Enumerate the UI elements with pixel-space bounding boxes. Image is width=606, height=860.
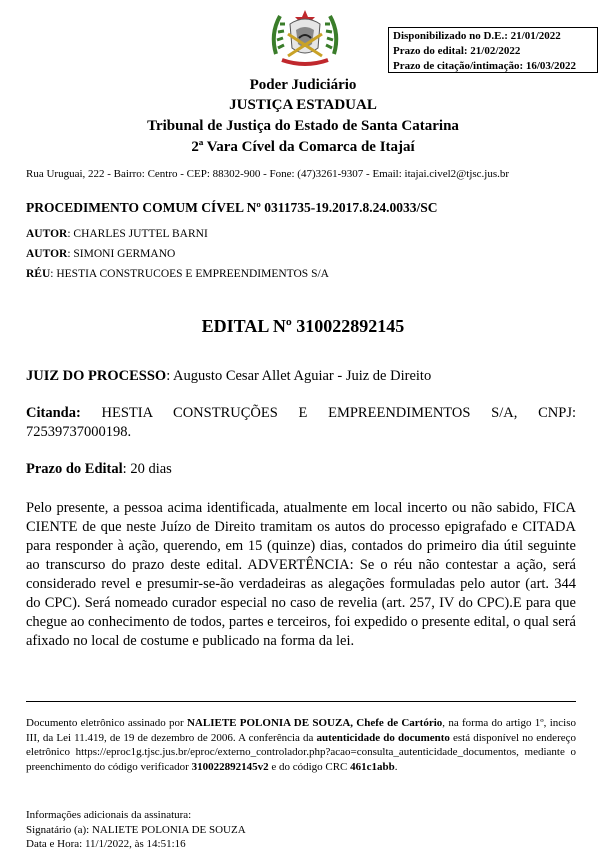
header-line: Tribunal de Justiça do Estado de Santa Catarina (147, 118, 459, 134)
extra-line: Data e Hora: 11/1/2022, às 14:51:16 (26, 838, 186, 850)
sig-text: e do código CRC (268, 760, 351, 773)
signature-block (26, 716, 576, 774)
judge-line (26, 367, 576, 386)
edital-body: Pelo presente, a pessoa acima identificada, atualmente em local incerto ou não sabido, FICA CIENTE de que neste Juízo de Direito tramitam os autos do processo epigrafado e CITADA para responder à ação, querendo, em 15 (quinze) dias, contados do primeiro dia útil seguinte ao transcurso do prazo deste edital. ADVERTÊNCIA: Se o réu não contestar a ação, será considerado revel e presumir-se-ão verdadeiras as alegações formuladas pelo autor (art. 344 do CPC). Será nomeado curador especial no caso de revelia (art. 257, IV do CPC).E para que chegue ao conhecimento de todos, partes e terceiros, foi expedido o presente edital, o qual será afixado no local de costume e publicado na forma da lei. (26, 500, 576, 649)
sig-code: 310022892145v2 (191, 760, 269, 773)
sig-signer: NALIETE POLONIA DE SOUZA, Chefe de Cartório (186, 717, 443, 729)
state-coat-of-arms-icon (266, 4, 344, 68)
citanda-line (26, 404, 576, 442)
sig-crc: 461c1abb (350, 760, 395, 773)
party-line (26, 228, 208, 240)
citanda-label: Citanda: (26, 405, 81, 421)
party-role: AUTOR (26, 248, 68, 260)
header-line: 2ª Vara Cível da Comarca de Itajaí (191, 139, 415, 155)
court-address: Rua Uruguai, 222 - Bairro: Centro - CEP: 88302-900 - Fone: (47)3261-9307 - Email: itajai.civel2@tjsc.jus.br (26, 168, 510, 180)
extra-line: Signatário (a): NALIETE POLONIA DE SOUZA (26, 823, 246, 836)
prazo-value: : 20 dias (122, 461, 172, 477)
sig-text: Documento eletrônico assinado por (26, 717, 187, 729)
judge-value: : Augusto Cesar Allet Aguiar - Juiz de Direito (166, 368, 432, 384)
sig-text: , na forma do artigo 1º, inciso III, da Lei 11.419, de 19 de dezembro de 2006. A conferência da (26, 717, 576, 744)
party-line (26, 248, 175, 260)
party-name: : SIMONI GERMANO (67, 248, 176, 260)
prazo-line (26, 460, 576, 479)
header-line: Poder Judiciário (249, 77, 357, 93)
party-role: RÉU (26, 268, 51, 280)
date-line: Prazo do edital: 21/02/2022 (393, 45, 521, 57)
extra-line: Informações adicionais da assinatura: (26, 809, 192, 821)
citanda-value: HESTIA CONSTRUÇÕES E EMPREENDIMENTOS S/A, CNPJ: 72539737000198. (26, 405, 576, 440)
party-name: : CHARLES JUTTEL BARNI (67, 228, 208, 240)
judge-label: JUIZ DO PROCESSO (26, 368, 167, 384)
header-line: JUSTIÇA ESTADUAL (229, 97, 377, 113)
party-name: : HESTIA CONSTRUCOES E EMPREENDIMENTOS S/A (50, 268, 329, 280)
party-role: AUTOR (26, 228, 68, 240)
prazo-label: Prazo do Edital (26, 461, 123, 477)
edital-title: EDITAL Nº 310022892145 (201, 316, 405, 336)
date-line: Prazo de citação/intimação: 16/03/2022 (393, 60, 576, 72)
sig-text: . (394, 760, 398, 773)
party-line (26, 268, 329, 280)
publication-dates-box (388, 27, 598, 73)
sig-auth: autenticidade do documento (316, 731, 450, 744)
date-line: Disponibilizado no D.E.: 21/01/2022 (393, 30, 561, 42)
divider (26, 701, 576, 702)
procedure-number: PROCEDIMENTO COMUM CÍVEL Nº 0311735-19.2017.8.24.0033/SC (26, 200, 438, 215)
sig-text: está disponível no endereço eletrônico https://eproc1g.tjsc.jus.br/eproc/externo_controlador.php?acao=consulta_autenticidade_documentos, mediante o preenchimento do código verificador (26, 731, 576, 773)
signature-extra-info (26, 808, 246, 852)
